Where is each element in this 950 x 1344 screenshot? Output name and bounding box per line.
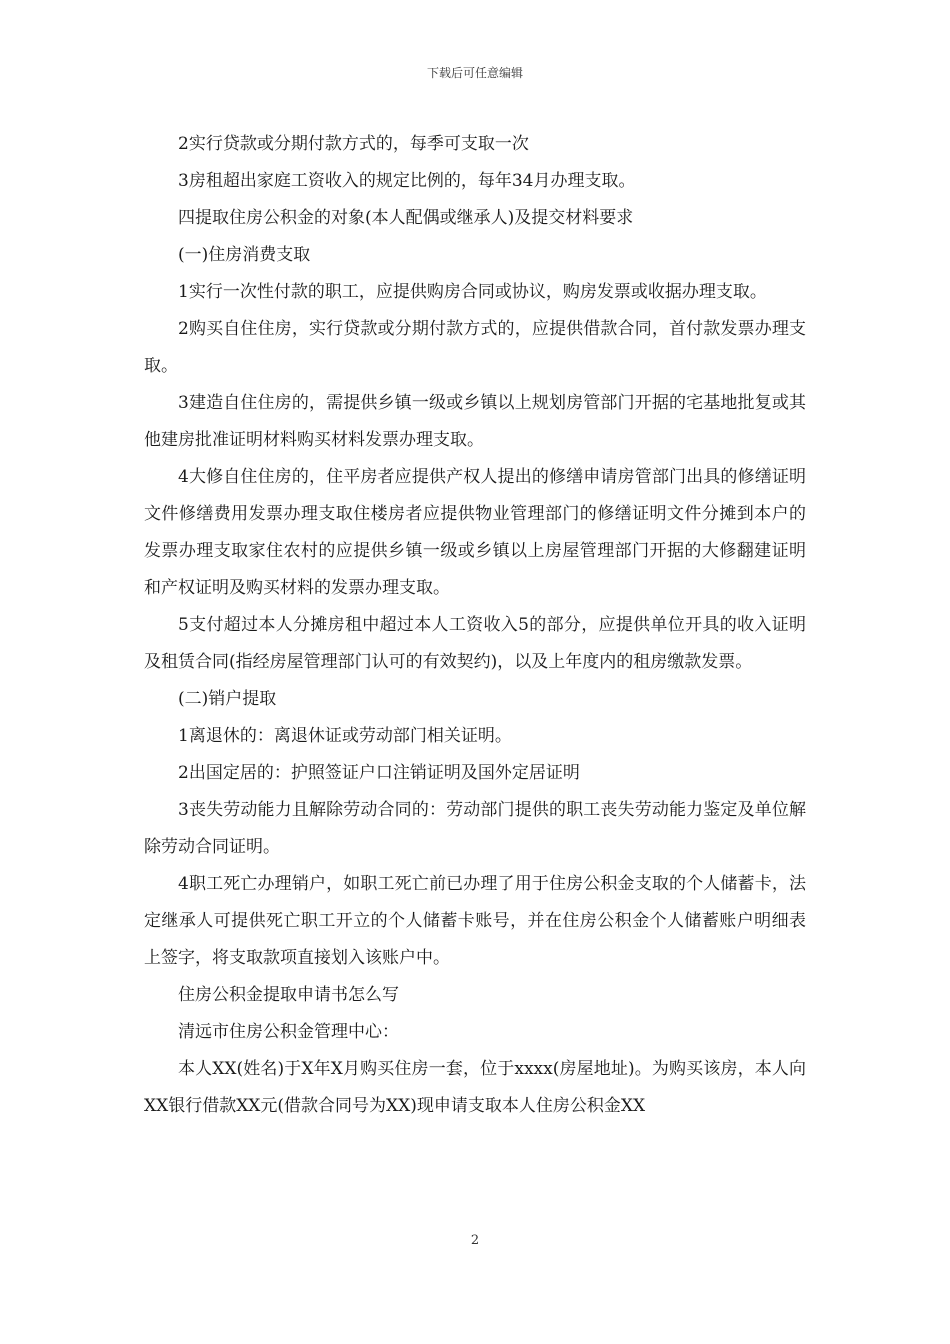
paragraph: 3丧失劳动能力且解除劳动合同的：劳动部门提供的职工丧失劳动能力鉴定及单位解除劳动合同证明。 xyxy=(144,800,806,857)
paragraph: 3房租超出家庭工资收入的规定比例的，每年34月办理支取。 xyxy=(178,171,636,191)
paragraph: (一)住房消费支取 xyxy=(178,245,311,265)
paragraph: 5支付超过本人分摊房租中超过本人工资收入5的部分，应提供单位开具的收入证明及租赁合同(指经房屋管理部门认可的有效契约)，以及上年度内的租房缴款发票。 xyxy=(144,615,806,672)
paragraph: 4大修自住住房的，住平房者应提供产权人提出的修缮申请房管部门出具的修缮证明文件修缮费用发票办理支取住楼房者应提供物业管理部门的修缮证明文件分摊到本户的发票办理支取家住农村的应提供乡镇一级或乡镇以上房屋管理部门开据的大修翻建证明和产权证明及购买材料的发票办理支取。 xyxy=(144,467,806,598)
paragraph: 1实行一次性付款的职工，应提供购房合同或协议，购房发票或收据办理支取。 xyxy=(178,282,767,302)
paragraph: (二)销户提取 xyxy=(178,689,277,709)
paragraph: 住房公积金提取申请书怎么写 xyxy=(178,985,399,1005)
paragraph: 四提取住房公积金的对象(本人配偶或继承人)及提交材料要求 xyxy=(178,208,634,228)
paragraph: 4职工死亡办理销户，如职工死亡前已办理了用于住房公积金支取的个人储蓄卡，法定继承人可提供死亡职工开立的个人储蓄卡账号，并在住房公积金个人储蓄账户明细表上签字，将支取款项直接划入该账户中。 xyxy=(144,874,806,968)
page-header: 下载后可任意编辑 xyxy=(426,66,523,80)
paragraph: 2出国定居的：护照签证户口注销证明及国外定居证明 xyxy=(178,763,580,783)
document-body xyxy=(144,126,806,1125)
page-number: 2 xyxy=(470,1233,480,1248)
paragraph: 本人XX(姓名)于X年X月购买住房一套，位于xxxx(房屋地址)。为购买该房，本人向XX银行借款XX元(借款合同号为XX)现申请支取本人住房公积金XX xyxy=(144,1059,806,1116)
paragraph: 3建造自住住房的，需提供乡镇一级或乡镇以上规划房管部门开据的宅基地批复或其他建房批准证明材料购买材料发票办理支取。 xyxy=(144,393,806,450)
paragraph: 2购买自住住房，实行贷款或分期付款方式的，应提供借款合同，首付款发票办理支取。 xyxy=(144,319,806,376)
paragraph: 2实行贷款或分期付款方式的，每季可支取一次 xyxy=(178,134,529,154)
paragraph: 清远市住房公积金管理中心： xyxy=(178,1022,399,1042)
paragraph: 1离退休的：离退休证或劳动部门相关证明。 xyxy=(178,726,512,746)
